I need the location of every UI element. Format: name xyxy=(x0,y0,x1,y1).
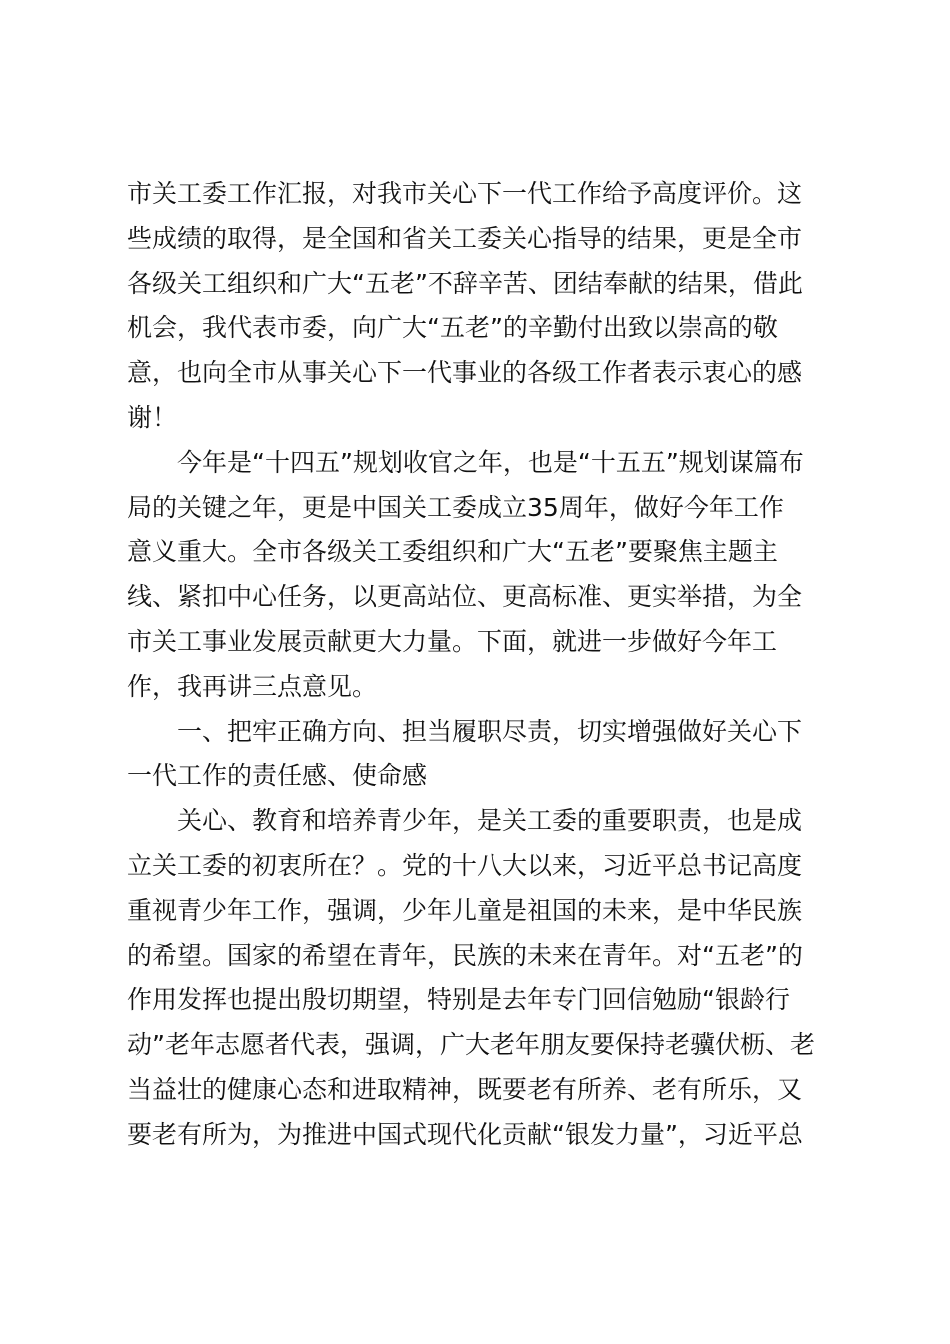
text-line: 当益壮的健康心态和进取精神，既要老有所养、老有所乐，又 xyxy=(127,1074,803,1104)
section-heading-line: 一代工作的责任感、使命感 xyxy=(127,761,428,791)
text-line: 市关工委工作汇报，对我市关心下一代工作给予高度评价。这 xyxy=(127,179,803,208)
text-line: 局的关键之年，更是中国关工委成立35周年，做好今年工作 xyxy=(127,492,784,522)
text-line: 意义重大。全市各级关工委组织和广大“五老”要聚焦主题主 xyxy=(127,537,778,567)
paragraph-first-line: 今年是“十四五”规划收官之年，也是“十五五”规划谋篇布 xyxy=(177,447,804,477)
text-line: 意，也向全市从事关心下一代事业的各级工作者表示衷心的感 xyxy=(127,358,803,388)
text-line: 重视青少年工作，强调，少年儿童是祖国的未来，是中华民族 xyxy=(127,895,803,925)
text-line: 各级关工组织和广大“五老”不辞辛苦、团结奉献的结果，借此 xyxy=(127,268,803,298)
text-line: 要老有所为，为推进中国式现代化贡献“银发力量”，习近平总 xyxy=(127,1119,803,1149)
section-heading-line: 一、把牢正确方向、担当履职尽责，切实增强做好关心下 xyxy=(177,716,803,746)
text-line: 谢！ xyxy=(127,402,178,432)
document-body xyxy=(127,172,827,1158)
text-line: 市关工事业发展贡献更大力量。下面，就进一步做好今年工 xyxy=(127,626,778,656)
text-line: 立关工委的初衷所在？。党的十八大以来，习近平总书记高度 xyxy=(127,850,803,880)
text-line: 动”老年志愿者代表，强调，广大老年朋友要保持老骥伏枥、老 xyxy=(127,1030,815,1060)
text-line: 的希望。国家的希望在青年，民族的未来在青年。对“五老”的 xyxy=(127,940,803,970)
text-line: 些成绩的取得，是全国和省关工委关心指导的结果，更是全市 xyxy=(127,223,803,253)
text-line: 作，我再讲三点意见。 xyxy=(127,671,378,701)
text-line: 机会，我代表市委，向广大“五老”的辛勤付出致以崇高的敬 xyxy=(127,313,778,343)
paragraph-first-line: 关心、教育和培养青少年，是关工委的重要职责，也是成 xyxy=(177,806,803,836)
text-line: 线、紧扣中心任务，以更高站位、更高标准、更实举措，为全 xyxy=(127,582,803,612)
text-line: 作用发挥也提出殷切期望，特别是去年专门回信勉励“银龄行 xyxy=(127,985,790,1015)
